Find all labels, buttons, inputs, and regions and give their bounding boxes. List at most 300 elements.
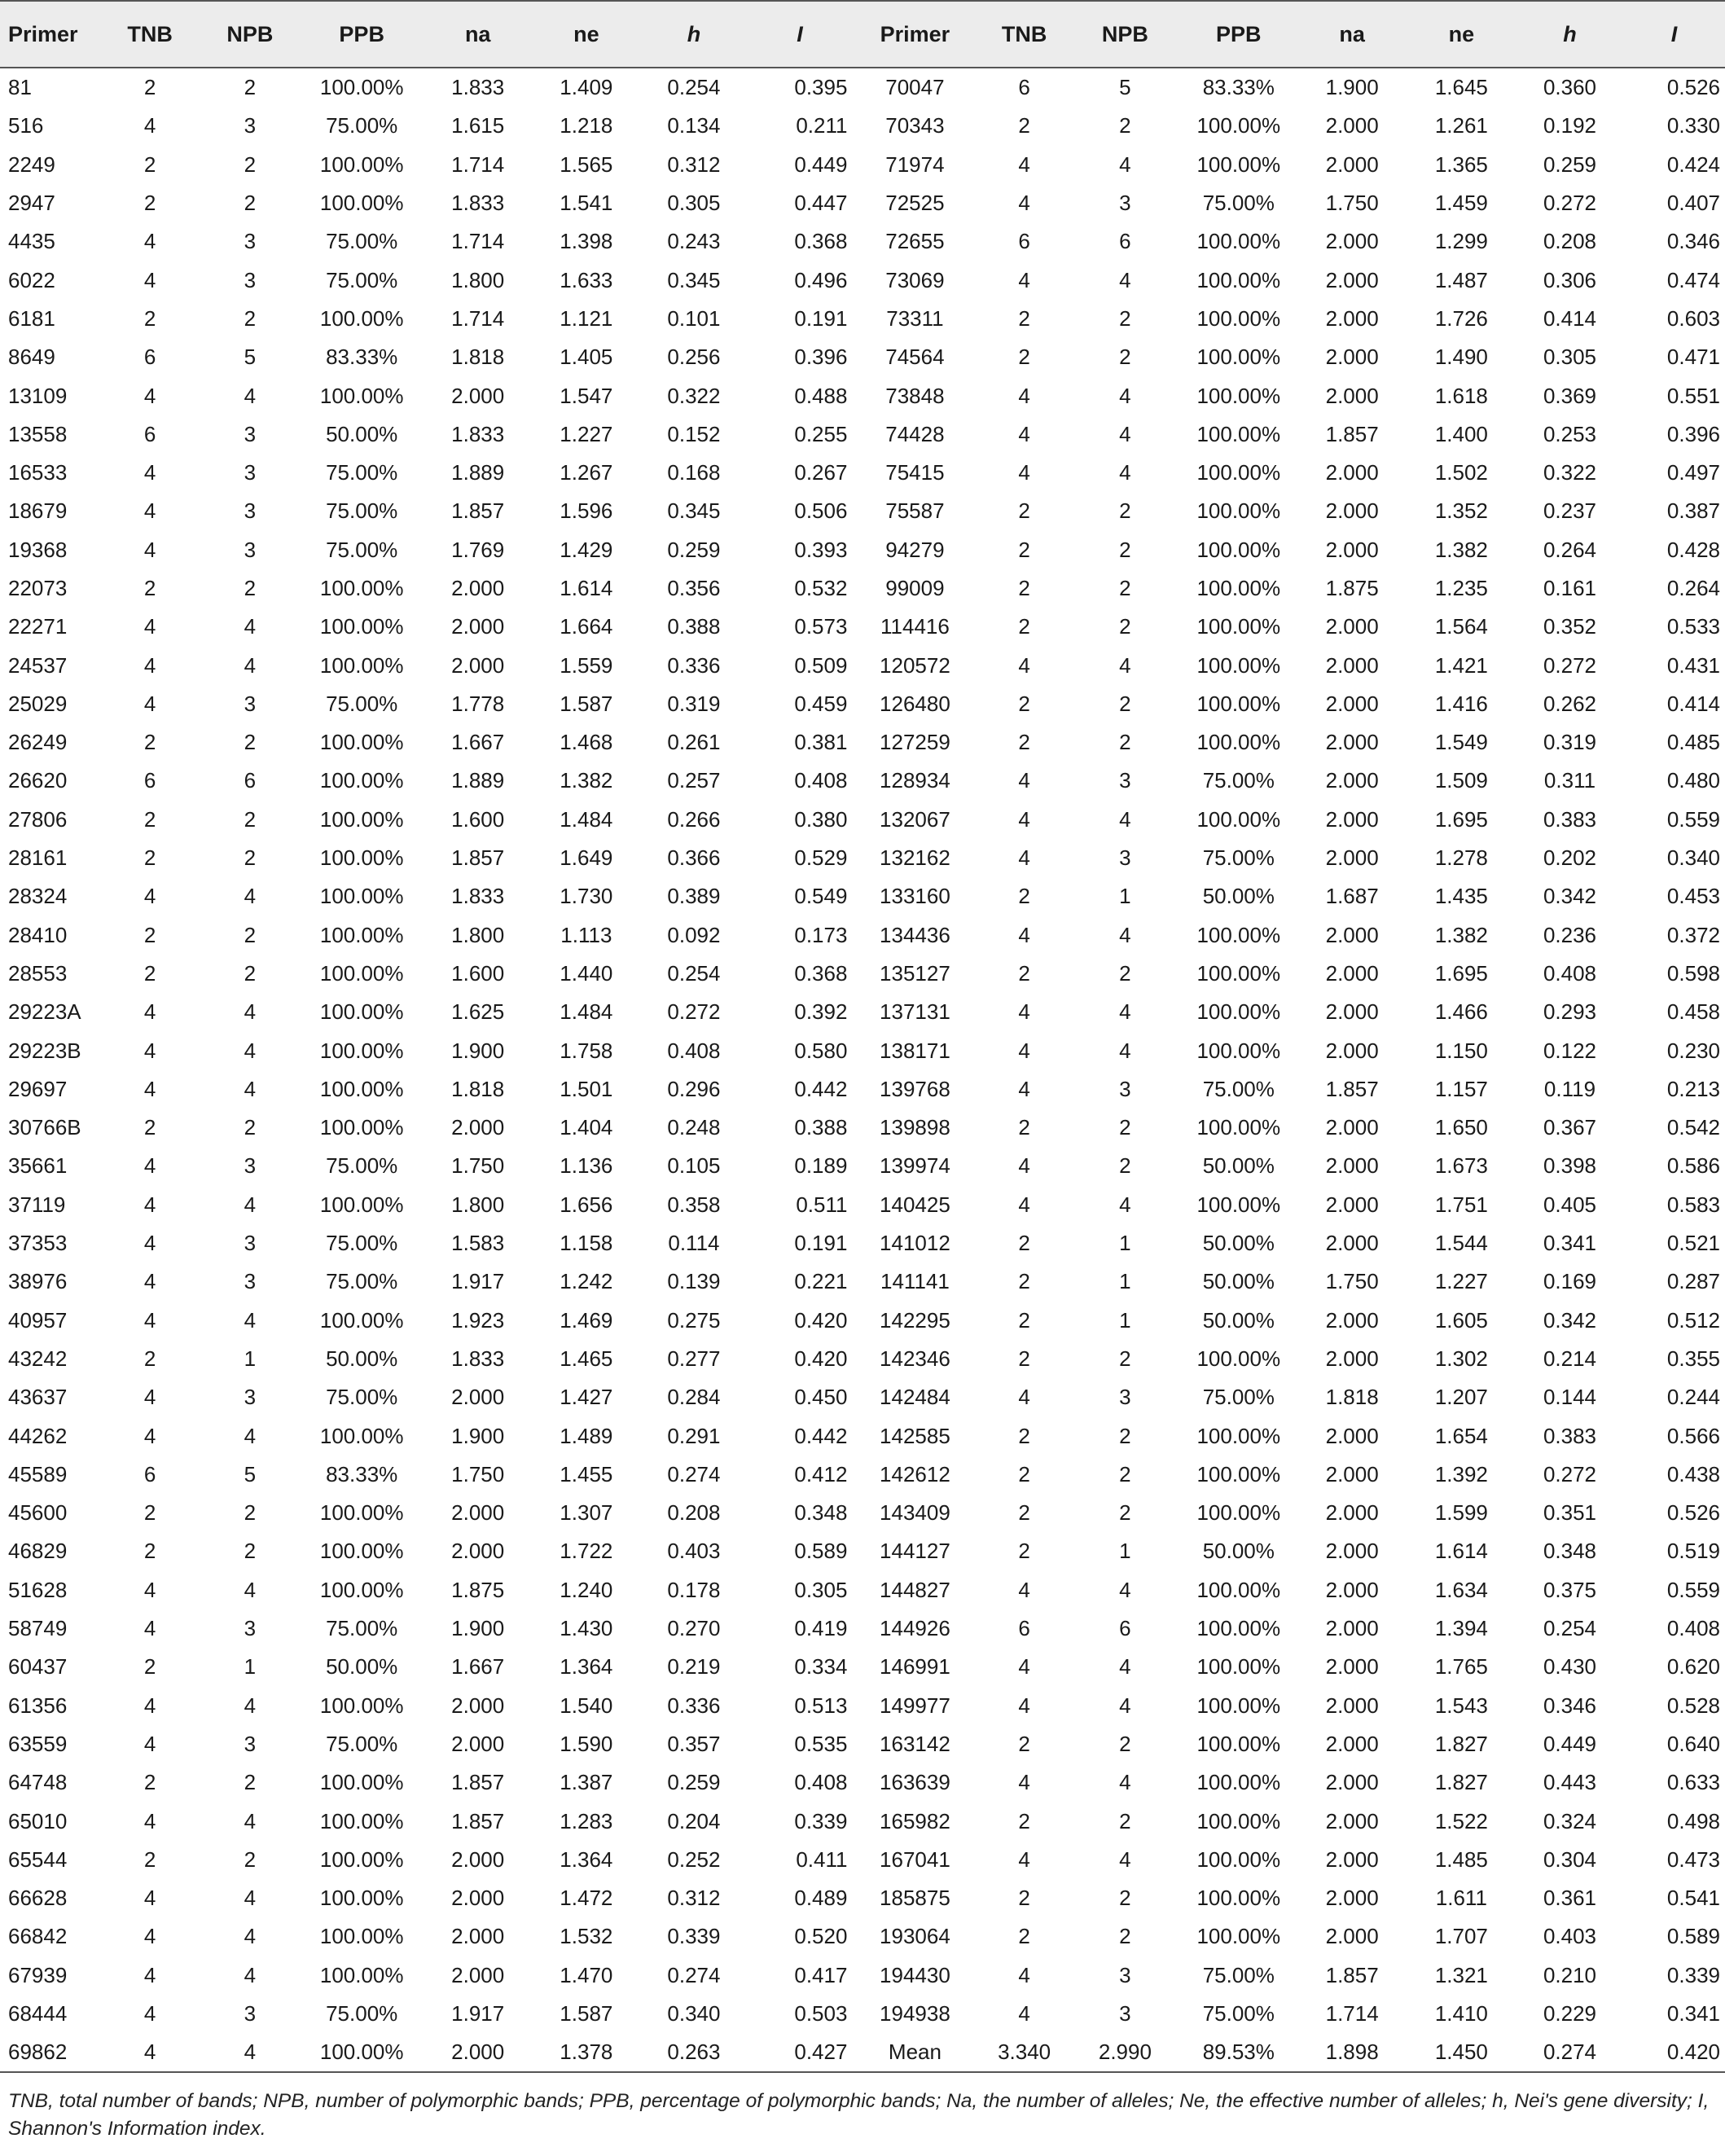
cell-i: 0.395 xyxy=(747,68,852,107)
cell-ne-2: 1.278 xyxy=(1407,839,1517,877)
cell-na-2: 2.000 xyxy=(1298,376,1407,415)
cell-na: 1.818 xyxy=(424,1070,532,1109)
cell-h-2: 0.272 xyxy=(1517,184,1623,222)
cell-i-2: 0.408 xyxy=(1623,1609,1725,1648)
cell-npb: 2 xyxy=(200,1494,301,1532)
cell-i: 0.368 xyxy=(747,955,852,993)
cell-tnb: 4 xyxy=(100,993,200,1031)
cell-primer: 516 xyxy=(0,107,100,145)
table-row xyxy=(0,1841,1725,1879)
cell-ne: 1.409 xyxy=(532,68,640,107)
cell-h: 0.274 xyxy=(640,1456,747,1494)
cell-npb: 2 xyxy=(200,1841,301,1879)
cell-na: 1.818 xyxy=(424,338,532,376)
cell-ne-2: 1.157 xyxy=(1407,1070,1517,1109)
cell-ne-2: 1.352 xyxy=(1407,492,1517,530)
cell-npb: 3 xyxy=(200,1147,301,1185)
cell-h: 0.248 xyxy=(640,1109,747,1147)
cell-i-2: 0.480 xyxy=(1623,762,1725,800)
cell-npb-2: 1 xyxy=(1071,1532,1179,1570)
cell-ppb-2: 100.00% xyxy=(1179,1494,1298,1532)
cell-npb-2: 1 xyxy=(1071,1262,1179,1301)
cell-na-2: 2.000 xyxy=(1298,1609,1407,1648)
cell-ne: 1.455 xyxy=(532,1456,640,1494)
cell-primer-2: 163142 xyxy=(852,1725,977,1763)
cell-tnb-2: 2 xyxy=(977,300,1070,338)
cell-npb: 5 xyxy=(200,338,301,376)
cell-npb: 6 xyxy=(200,762,301,800)
cell-npb: 3 xyxy=(200,531,301,569)
cell-i: 0.255 xyxy=(747,415,852,454)
cell-tnb: 6 xyxy=(100,415,200,454)
cell-i-2: 0.541 xyxy=(1623,1879,1725,1917)
cell-h-2: 0.272 xyxy=(1517,1456,1623,1494)
table-row xyxy=(0,376,1725,415)
cell-npb: 2 xyxy=(200,1763,301,1802)
cell-npb: 4 xyxy=(200,1070,301,1109)
cell-ne-2: 1.365 xyxy=(1407,146,1517,184)
cell-tnb-2: 4 xyxy=(977,993,1070,1031)
cell-i-2: 0.213 xyxy=(1623,1070,1725,1109)
cell-i: 0.408 xyxy=(747,1763,852,1802)
cell-tnb: 2 xyxy=(100,68,200,107)
cell-i: 0.535 xyxy=(747,1725,852,1763)
cell-h-2: 0.169 xyxy=(1517,1262,1623,1301)
cell-i: 0.420 xyxy=(747,1302,852,1340)
table-row xyxy=(0,1262,1725,1301)
table-row xyxy=(0,1494,1725,1532)
cell-ne-2: 1.459 xyxy=(1407,184,1517,222)
cell-na: 1.900 xyxy=(424,1416,532,1455)
cell-npb: 2 xyxy=(200,839,301,877)
cell-npb: 2 xyxy=(200,1109,301,1147)
cell-primer-2: 74428 xyxy=(852,415,977,454)
cell-na-2: 2.000 xyxy=(1298,608,1407,646)
cell-h-2: 0.254 xyxy=(1517,1609,1623,1648)
cell-ppb-2: 50.00% xyxy=(1179,1224,1298,1262)
cell-h-2: 0.306 xyxy=(1517,261,1623,299)
table-row xyxy=(0,492,1725,530)
cell-na-2: 2.000 xyxy=(1298,1879,1407,1917)
cell-i-2: 0.498 xyxy=(1623,1802,1725,1840)
cell-na-2: 2.000 xyxy=(1298,1686,1407,1724)
cell-ne-2: 1.382 xyxy=(1407,916,1517,955)
cell-primer: 24537 xyxy=(0,646,100,684)
cell-na: 1.667 xyxy=(424,1648,532,1686)
cell-ne: 1.472 xyxy=(532,1879,640,1917)
cell-primer-2: 75587 xyxy=(852,492,977,530)
cell-i-2: 0.526 xyxy=(1623,1494,1725,1532)
cell-na: 2.000 xyxy=(424,1725,532,1763)
cell-tnb: 4 xyxy=(100,1725,200,1763)
cell-npb: 2 xyxy=(200,1532,301,1570)
cell-ne-2: 1.299 xyxy=(1407,222,1517,261)
cell-tnb-2: 4 xyxy=(977,1571,1070,1609)
cell-tnb-2: 2 xyxy=(977,531,1070,569)
cell-ne-2: 1.751 xyxy=(1407,1186,1517,1224)
cell-h-2: 0.430 xyxy=(1517,1648,1623,1686)
cell-primer-2: 127259 xyxy=(852,723,977,762)
table-row xyxy=(0,993,1725,1031)
cell-primer-2: 193064 xyxy=(852,1917,977,1956)
cell-primer-2: 149977 xyxy=(852,1686,977,1724)
cell-ne: 1.430 xyxy=(532,1609,640,1648)
cell-primer: 28161 xyxy=(0,839,100,877)
cell-tnb: 4 xyxy=(100,685,200,723)
cell-h: 0.277 xyxy=(640,1340,747,1378)
cell-npb-2: 2 xyxy=(1071,1456,1179,1494)
cell-ne-2: 1.650 xyxy=(1407,1109,1517,1147)
cell-npb-2: 2 xyxy=(1071,492,1179,530)
cell-ppb-2: 100.00% xyxy=(1179,1571,1298,1609)
cell-i-2: 0.230 xyxy=(1623,1031,1725,1069)
cell-na: 1.667 xyxy=(424,723,532,762)
cell-na-2: 2.000 xyxy=(1298,261,1407,299)
cell-primer-2: 141012 xyxy=(852,1224,977,1262)
cell-primer-2: 139768 xyxy=(852,1070,977,1109)
cell-npb: 4 xyxy=(200,1186,301,1224)
cell-primer-2: 132162 xyxy=(852,839,977,877)
cell-h: 0.275 xyxy=(640,1302,747,1340)
col-header-npb-2: NPB xyxy=(1071,1,1179,68)
cell-npb: 2 xyxy=(200,955,301,993)
cell-na-2: 2.000 xyxy=(1298,839,1407,877)
cell-ne: 1.465 xyxy=(532,1340,640,1378)
cell-tnb: 4 xyxy=(100,1070,200,1109)
cell-primer-2: 94279 xyxy=(852,531,977,569)
cell-npb-2: 4 xyxy=(1071,1763,1179,1802)
cell-ppb-2: 100.00% xyxy=(1179,261,1298,299)
cell-primer: 67939 xyxy=(0,1956,100,1995)
cell-npb-2: 4 xyxy=(1071,1571,1179,1609)
cell-ne: 1.649 xyxy=(532,839,640,877)
cell-ne-2: 1.394 xyxy=(1407,1609,1517,1648)
cell-h-2: 0.383 xyxy=(1517,801,1623,839)
cell-i-2: 0.533 xyxy=(1623,608,1725,646)
cell-na: 1.625 xyxy=(424,993,532,1031)
cell-primer: 61356 xyxy=(0,1686,100,1724)
cell-h-2: 0.305 xyxy=(1517,338,1623,376)
cell-npb-2: 4 xyxy=(1071,1648,1179,1686)
cell-i-2: 0.339 xyxy=(1623,1956,1725,1995)
cell-npb-2: 4 xyxy=(1071,646,1179,684)
cell-na: 1.889 xyxy=(424,762,532,800)
cell-npb-2: 2 xyxy=(1071,1340,1179,1378)
cell-ne: 1.240 xyxy=(532,1571,640,1609)
cell-na-2: 2.000 xyxy=(1298,1302,1407,1340)
cell-na: 1.714 xyxy=(424,222,532,261)
cell-i: 0.580 xyxy=(747,1031,852,1069)
table-row xyxy=(0,531,1725,569)
cell-i: 0.506 xyxy=(747,492,852,530)
cell-i: 0.368 xyxy=(747,222,852,261)
cell-i-2: 0.407 xyxy=(1623,184,1725,222)
cell-na: 1.900 xyxy=(424,1609,532,1648)
cell-na: 1.778 xyxy=(424,685,532,723)
cell-tnb: 2 xyxy=(100,1340,200,1378)
cell-ppb-2: 100.00% xyxy=(1179,376,1298,415)
cell-primer-2: 132067 xyxy=(852,801,977,839)
cell-h: 0.263 xyxy=(640,2033,747,2072)
cell-ppb-2: 75.00% xyxy=(1179,184,1298,222)
cell-na-2: 2.000 xyxy=(1298,723,1407,762)
cell-tnb-2: 2 xyxy=(977,1262,1070,1301)
cell-ne-2: 1.150 xyxy=(1407,1031,1517,1069)
cell-h-2: 0.341 xyxy=(1517,1224,1623,1262)
cell-npb: 2 xyxy=(200,801,301,839)
cell-ne-2: 1.634 xyxy=(1407,1571,1517,1609)
cell-ppb-2: 75.00% xyxy=(1179,1378,1298,1416)
cell-tnb: 4 xyxy=(100,2033,200,2072)
cell-ppb-2: 100.00% xyxy=(1179,146,1298,184)
cell-ne-2: 1.227 xyxy=(1407,1262,1517,1301)
cell-h-2: 0.144 xyxy=(1517,1378,1623,1416)
cell-tnb-2: 6 xyxy=(977,68,1070,107)
cell-ne-2: 1.827 xyxy=(1407,1763,1517,1802)
cell-tnb-2: 2 xyxy=(977,1224,1070,1262)
cell-primer: 6022 xyxy=(0,261,100,299)
cell-ppb: 100.00% xyxy=(300,1109,424,1147)
cell-i: 0.496 xyxy=(747,261,852,299)
cell-i: 0.447 xyxy=(747,184,852,222)
col-header-primer-2: Primer xyxy=(852,1,977,68)
cell-h-2: 0.403 xyxy=(1517,1917,1623,1956)
cell-primer-2: 120572 xyxy=(852,646,977,684)
cell-na: 1.615 xyxy=(424,107,532,145)
cell-i: 0.511 xyxy=(747,1186,852,1224)
table-row xyxy=(0,300,1725,338)
cell-na-2: 2.000 xyxy=(1298,1416,1407,1455)
table-footnote: TNB, total number of bands; NPB, number of polymorphic bands; PPB, percentage of polymorphic bands; Na, the number of alleles; Ne, the effective number of alleles; h, Nei's gene diversity; I, Shannon's Information index. xyxy=(8,2090,1710,2141)
cell-ne: 1.113 xyxy=(532,916,640,955)
cell-tnb-2: 2 xyxy=(977,1802,1070,1840)
cell-npb: 4 xyxy=(200,1686,301,1724)
cell-ppb-2: 100.00% xyxy=(1179,1109,1298,1147)
cell-tnb: 6 xyxy=(100,762,200,800)
cell-tnb: 2 xyxy=(100,1841,200,1879)
cell-h: 0.139 xyxy=(640,1262,747,1301)
cell-i-2: 0.264 xyxy=(1623,569,1725,608)
cell-i: 0.549 xyxy=(747,877,852,916)
cell-primer: 37119 xyxy=(0,1186,100,1224)
cell-i: 0.396 xyxy=(747,338,852,376)
table-row xyxy=(0,146,1725,184)
cell-h: 0.408 xyxy=(640,1031,747,1069)
cell-h: 0.252 xyxy=(640,1841,747,1879)
cell-tnb: 2 xyxy=(100,569,200,608)
cell-npb-2: 4 xyxy=(1071,376,1179,415)
cell-h-2: 0.214 xyxy=(1517,1340,1623,1378)
cell-ne: 1.614 xyxy=(532,569,640,608)
cell-tnb: 6 xyxy=(100,1456,200,1494)
cell-na: 1.889 xyxy=(424,454,532,492)
cell-ne-2: 1.599 xyxy=(1407,1494,1517,1532)
cell-npb: 2 xyxy=(200,723,301,762)
cell-ppb-2: 100.00% xyxy=(1179,646,1298,684)
cell-na: 1.833 xyxy=(424,415,532,454)
cell-primer-2: 144127 xyxy=(852,1532,977,1570)
cell-tnb: 2 xyxy=(100,723,200,762)
cell-ne-2: 1.466 xyxy=(1407,993,1517,1031)
cell-primer-2: 135127 xyxy=(852,955,977,993)
cell-h: 0.114 xyxy=(640,1224,747,1262)
cell-primer: 28410 xyxy=(0,916,100,955)
cell-ppb-2: 50.00% xyxy=(1179,1302,1298,1340)
cell-na: 1.917 xyxy=(424,1262,532,1301)
col-header-ppb-2: PPB xyxy=(1179,1,1298,68)
cell-h-2: 0.319 xyxy=(1517,723,1623,762)
cell-tnb-2: 4 xyxy=(977,839,1070,877)
cell-ppb: 75.00% xyxy=(300,1995,424,2033)
cell-ne-2: 1.765 xyxy=(1407,1648,1517,1686)
cell-na-2: 2.000 xyxy=(1298,1841,1407,1879)
cell-h-2: 0.414 xyxy=(1517,300,1623,338)
cell-na-2: 2.000 xyxy=(1298,1031,1407,1069)
cell-na: 1.583 xyxy=(424,1224,532,1262)
cell-i-2: 0.340 xyxy=(1623,839,1725,877)
cell-h: 0.219 xyxy=(640,1648,747,1686)
cell-npb-2: 2 xyxy=(1071,1879,1179,1917)
table-row xyxy=(0,1340,1725,1378)
cell-primer-2: 185875 xyxy=(852,1879,977,1917)
cell-ne: 1.722 xyxy=(532,1532,640,1570)
cell-i-2: 0.473 xyxy=(1623,1841,1725,1879)
cell-tnb-2: 2 xyxy=(977,1917,1070,1956)
cell-npb-2: 1 xyxy=(1071,1302,1179,1340)
cell-i: 0.211 xyxy=(747,107,852,145)
cell-npb-2: 2 xyxy=(1071,1109,1179,1147)
cell-ne: 1.227 xyxy=(532,415,640,454)
table-row xyxy=(0,184,1725,222)
cell-ne-2: 1.544 xyxy=(1407,1224,1517,1262)
cell-tnb: 2 xyxy=(100,184,200,222)
cell-ppb: 100.00% xyxy=(300,1763,424,1802)
cell-na-2: 2.000 xyxy=(1298,107,1407,145)
cell-na-2: 2.000 xyxy=(1298,531,1407,569)
cell-na: 1.833 xyxy=(424,1340,532,1378)
cell-ppb-2: 100.00% xyxy=(1179,1763,1298,1802)
cell-na: 2.000 xyxy=(424,1841,532,1879)
table-row xyxy=(0,1070,1725,1109)
cell-ne: 1.469 xyxy=(532,1302,640,1340)
cell-tnb: 4 xyxy=(100,1956,200,1995)
cell-ne-2: 1.207 xyxy=(1407,1378,1517,1416)
cell-ne: 1.547 xyxy=(532,376,640,415)
cell-ne: 1.484 xyxy=(532,801,640,839)
cell-tnb-2: 3.340 xyxy=(977,2033,1070,2072)
cell-ppb-2: 100.00% xyxy=(1179,1186,1298,1224)
cell-i: 0.392 xyxy=(747,993,852,1031)
cell-h: 0.105 xyxy=(640,1147,747,1185)
cell-tnb-2: 6 xyxy=(977,222,1070,261)
cell-i-2: 0.438 xyxy=(1623,1456,1725,1494)
cell-ppb-2: 50.00% xyxy=(1179,1147,1298,1185)
cell-npb: 3 xyxy=(200,107,301,145)
table-row xyxy=(0,608,1725,646)
cell-npb-2: 2 xyxy=(1071,955,1179,993)
cell-ppb-2: 100.00% xyxy=(1179,1031,1298,1069)
cell-primer: 69862 xyxy=(0,2033,100,2072)
cell-primer: 45589 xyxy=(0,1456,100,1494)
cell-ne-2: 1.490 xyxy=(1407,338,1517,376)
cell-npb: 3 xyxy=(200,1725,301,1763)
cell-primer: 63559 xyxy=(0,1725,100,1763)
cell-npb-2: 2 xyxy=(1071,685,1179,723)
cell-i: 0.589 xyxy=(747,1532,852,1570)
cell-h: 0.134 xyxy=(640,107,747,145)
cell-h: 0.254 xyxy=(640,955,747,993)
table-row xyxy=(0,1224,1725,1262)
cell-na-2: 2.000 xyxy=(1298,1725,1407,1763)
cell-primer: 25029 xyxy=(0,685,100,723)
cell-i: 0.305 xyxy=(747,1571,852,1609)
cell-tnb: 4 xyxy=(100,1031,200,1069)
cell-h: 0.092 xyxy=(640,916,747,955)
cell-ne-2: 1.421 xyxy=(1407,646,1517,684)
cell-ne: 1.364 xyxy=(532,1648,640,1686)
cell-tnb-2: 4 xyxy=(977,916,1070,955)
cell-primer-2: 75415 xyxy=(852,454,977,492)
cell-i-2: 0.485 xyxy=(1623,723,1725,762)
cell-i: 0.381 xyxy=(747,723,852,762)
cell-ne: 1.427 xyxy=(532,1378,640,1416)
cell-h: 0.312 xyxy=(640,1879,747,1917)
cell-tnb: 4 xyxy=(100,1995,200,2033)
cell-na-2: 1.857 xyxy=(1298,1070,1407,1109)
cell-ppb-2: 100.00% xyxy=(1179,454,1298,492)
table-row xyxy=(0,801,1725,839)
cell-ppb-2: 100.00% xyxy=(1179,1456,1298,1494)
cell-primer-2: 141141 xyxy=(852,1262,977,1301)
cell-ne: 1.382 xyxy=(532,762,640,800)
cell-tnb-2: 2 xyxy=(977,1302,1070,1340)
cell-i: 0.427 xyxy=(747,2033,852,2072)
cell-ne: 1.540 xyxy=(532,1686,640,1724)
cell-npb-2: 2 xyxy=(1071,1802,1179,1840)
cell-i-2: 0.471 xyxy=(1623,338,1725,376)
cell-na-2: 2.000 xyxy=(1298,338,1407,376)
cell-h-2: 0.352 xyxy=(1517,608,1623,646)
cell-primer: 46829 xyxy=(0,1532,100,1570)
cell-h: 0.357 xyxy=(640,1725,747,1763)
cell-ppb-2: 100.00% xyxy=(1179,801,1298,839)
cell-primer: 29697 xyxy=(0,1070,100,1109)
cell-primer: 22271 xyxy=(0,608,100,646)
table-row xyxy=(0,1532,1725,1570)
table-body xyxy=(0,68,1725,2072)
cell-tnb-2: 4 xyxy=(977,1147,1070,1185)
cell-tnb: 2 xyxy=(100,300,200,338)
cell-primer-2: 70047 xyxy=(852,68,977,107)
cell-tnb-2: 4 xyxy=(977,1841,1070,1879)
cell-na: 1.769 xyxy=(424,531,532,569)
cell-na-2: 2.000 xyxy=(1298,646,1407,684)
cell-npb: 5 xyxy=(200,1456,301,1494)
cell-na-2: 2.000 xyxy=(1298,955,1407,993)
cell-h: 0.259 xyxy=(640,531,747,569)
table-row xyxy=(0,569,1725,608)
cell-i: 0.388 xyxy=(747,1109,852,1147)
cell-ne: 1.484 xyxy=(532,993,640,1031)
cell-na-2: 1.857 xyxy=(1298,415,1407,454)
cell-primer: 43242 xyxy=(0,1340,100,1378)
cell-npb-2: 4 xyxy=(1071,261,1179,299)
cell-na: 1.714 xyxy=(424,300,532,338)
cell-ne-2: 1.261 xyxy=(1407,107,1517,145)
cell-primer: 60437 xyxy=(0,1648,100,1686)
table-row xyxy=(0,1609,1725,1648)
cell-h-2: 0.369 xyxy=(1517,376,1623,415)
